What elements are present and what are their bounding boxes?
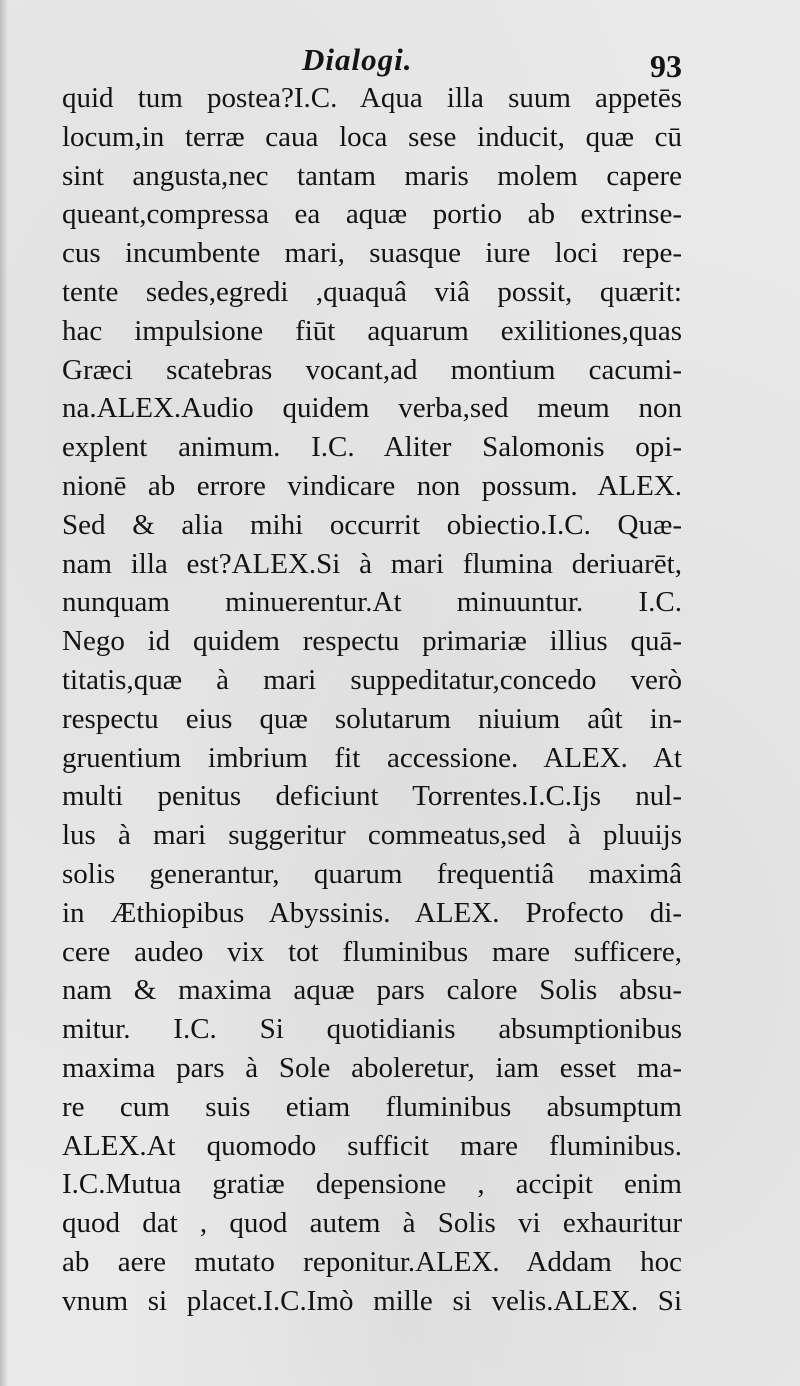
text-line: sint angusta,nec tantam maris molem capere bbox=[62, 159, 682, 192]
text-line: in Æthiopibus Abyssinis. ALEX. Profecto di- bbox=[62, 896, 682, 929]
text-line: Sed & alia mihi occurrit obiectio.I.C. Quæ- bbox=[62, 508, 682, 541]
text-line: Nego id quidem respectu primariæ illius quā- bbox=[62, 625, 682, 658]
text-line: nam & maxima aquæ pars calore Solis absu- bbox=[62, 974, 682, 1007]
text-line: vnum si placet.I.C.Imò mille si velis.ALEX. Si bbox=[62, 1284, 682, 1317]
page-number: 93 bbox=[650, 48, 682, 84]
text-line: tente sedes,egredi ,quaquâ viâ possit, quærit: bbox=[62, 275, 682, 308]
text-line: lus à mari suggeritur commeatus,sed à pluuijs bbox=[62, 819, 682, 852]
text-line: maxima pars à Sole aboleretur, iam esset ma- bbox=[62, 1051, 682, 1084]
text-line: locum,in terræ caua loca sese inducit, quæ cū bbox=[62, 120, 682, 153]
text-line: queant,compressa ea aquæ portio ab extrinse- bbox=[62, 198, 682, 231]
text-line: ALEX.At quomodo sufficit mare fluminibus. bbox=[62, 1129, 682, 1162]
text-line: Græci scatebras vocant,ad montium cacumi- bbox=[62, 353, 682, 386]
text-line: quid tum postea?I.C. Aqua illa suum appetēs bbox=[62, 82, 682, 114]
running-head: Dialogi. bbox=[302, 42, 413, 77]
text-line: re cum suis etiam fluminibus absumptum bbox=[62, 1090, 682, 1123]
text-line: nunquam minuerentur.At minuuntur. I.C. bbox=[62, 586, 682, 619]
text-line: quod dat , quod autem à Solis vi exhauritur bbox=[62, 1207, 682, 1240]
text-line: cere audeo vix tot fluminibus mare sufficere, bbox=[62, 935, 682, 968]
text-line: hac impulsione fiūt aquarum exilitiones,quas bbox=[62, 314, 682, 347]
text-line: cus incumbente mari, suasque iure loci repe- bbox=[62, 237, 682, 270]
text-line: titatis,quæ à mari suppeditatur,concedo verò bbox=[62, 663, 682, 696]
text-line: nam illa est?ALEX.Si à mari flumina deriuarēt, bbox=[62, 547, 682, 580]
text-line: multi penitus deficiunt Torrentes.I.C.Ijs nul- bbox=[62, 780, 682, 813]
page-edge-shadow bbox=[0, 0, 8, 1386]
text-line: gruentium imbrium fit accessione. ALEX. At bbox=[62, 741, 682, 774]
text-line: na.ALEX.Audio quidem verba,sed meum non bbox=[62, 392, 682, 425]
text-line: ab aere mutato reponitur.ALEX. Addam hoc bbox=[62, 1245, 682, 1278]
text-line: I.C.Mutua gratiæ depensione , accipit enim bbox=[62, 1168, 682, 1201]
text-line: mitur. I.C. Si quotidianis absumptionibus bbox=[62, 1013, 682, 1046]
text-line: nionē ab errore vindicare non possum. ALEX. bbox=[62, 469, 682, 502]
text-line: explent animum. I.C. Aliter Salomonis opi- bbox=[62, 431, 682, 464]
text-line: respectu eius quæ solutarum niuium aût in- bbox=[62, 702, 682, 735]
text-line: solis generantur, quarum frequentiâ maximâ bbox=[62, 857, 682, 890]
body-text bbox=[62, 79, 682, 1321]
